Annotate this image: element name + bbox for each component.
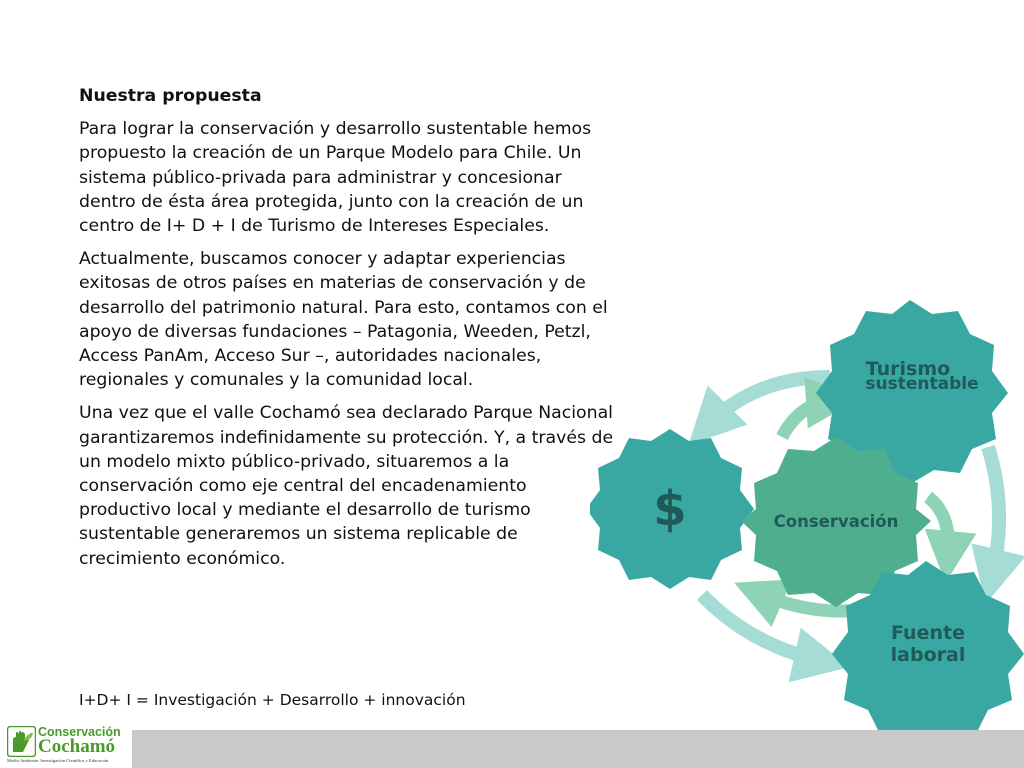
logo-tagline: Medio Ambiente, Investigación Científica y Educación: [7, 758, 109, 763]
fuente-label-line2: laboral: [890, 644, 966, 666]
logo-title-line2: Cochamó: [38, 736, 116, 757]
footnote: I+D+ I = Investigación + Desarrollo + innovación: [79, 691, 466, 709]
section-heading: Nuestra propuesta: [79, 86, 262, 106]
cycle-diagram: [590, 285, 1024, 730]
organization-logo: [6, 725, 130, 767]
paragraph-support: Actualmente, buscamos conocer y adaptar experiencias exitosas de otros países en materias de conservación y de desarrollo del patrimonio natural. Para esto, contamos con el apoyo de diversas fundaciones – Patagonia, Weeden, Petzl, Access PanAm, Acceso Sur –, autoridades nacionales, regionales y comunales y la comunidad local.: [79, 249, 608, 391]
arrow-conservation-to-turismo: [782, 401, 832, 437]
arrow-turismo-to-fuente: [988, 447, 999, 577]
paragraph-proposal: Para lograr la conservación y desarrollo sustentable hemos propuesto la creación de un Parque Modelo para Chile. Un sistema público-privada para administrar y concesionar dentro de ésta área protegida, junto con la creación de un centro de I+ D + I de Turismo de Intereses Especiales.: [79, 119, 592, 237]
money-symbol: $: [653, 481, 687, 537]
arrow-conservation-to-fuente: [928, 497, 949, 557]
footer-bar: [132, 730, 1024, 768]
fuente-label-line1: Fuente: [891, 622, 965, 644]
conservation-label: Conservación: [773, 512, 899, 531]
hand-leaf-icon: [7, 726, 36, 757]
paragraph-protection: Una vez que el valle Cochamó sea declarado Parque Nacional garantizaremos indefinidamente su protección. Y, a través de un modelo mixto público-privado, situaremos a la conservación como eje central del encadenamiento productivo local y mediante el desarrollo de turismo sustentable generaremos un sistema replicable de crecimiento económico.: [79, 403, 614, 569]
main-text: [79, 84, 619, 580]
turismo-label-line2: sustentable: [865, 374, 979, 394]
logo-title-line1: Conservación: [38, 725, 121, 739]
turismo-label-line1: Turismo: [865, 358, 951, 380]
